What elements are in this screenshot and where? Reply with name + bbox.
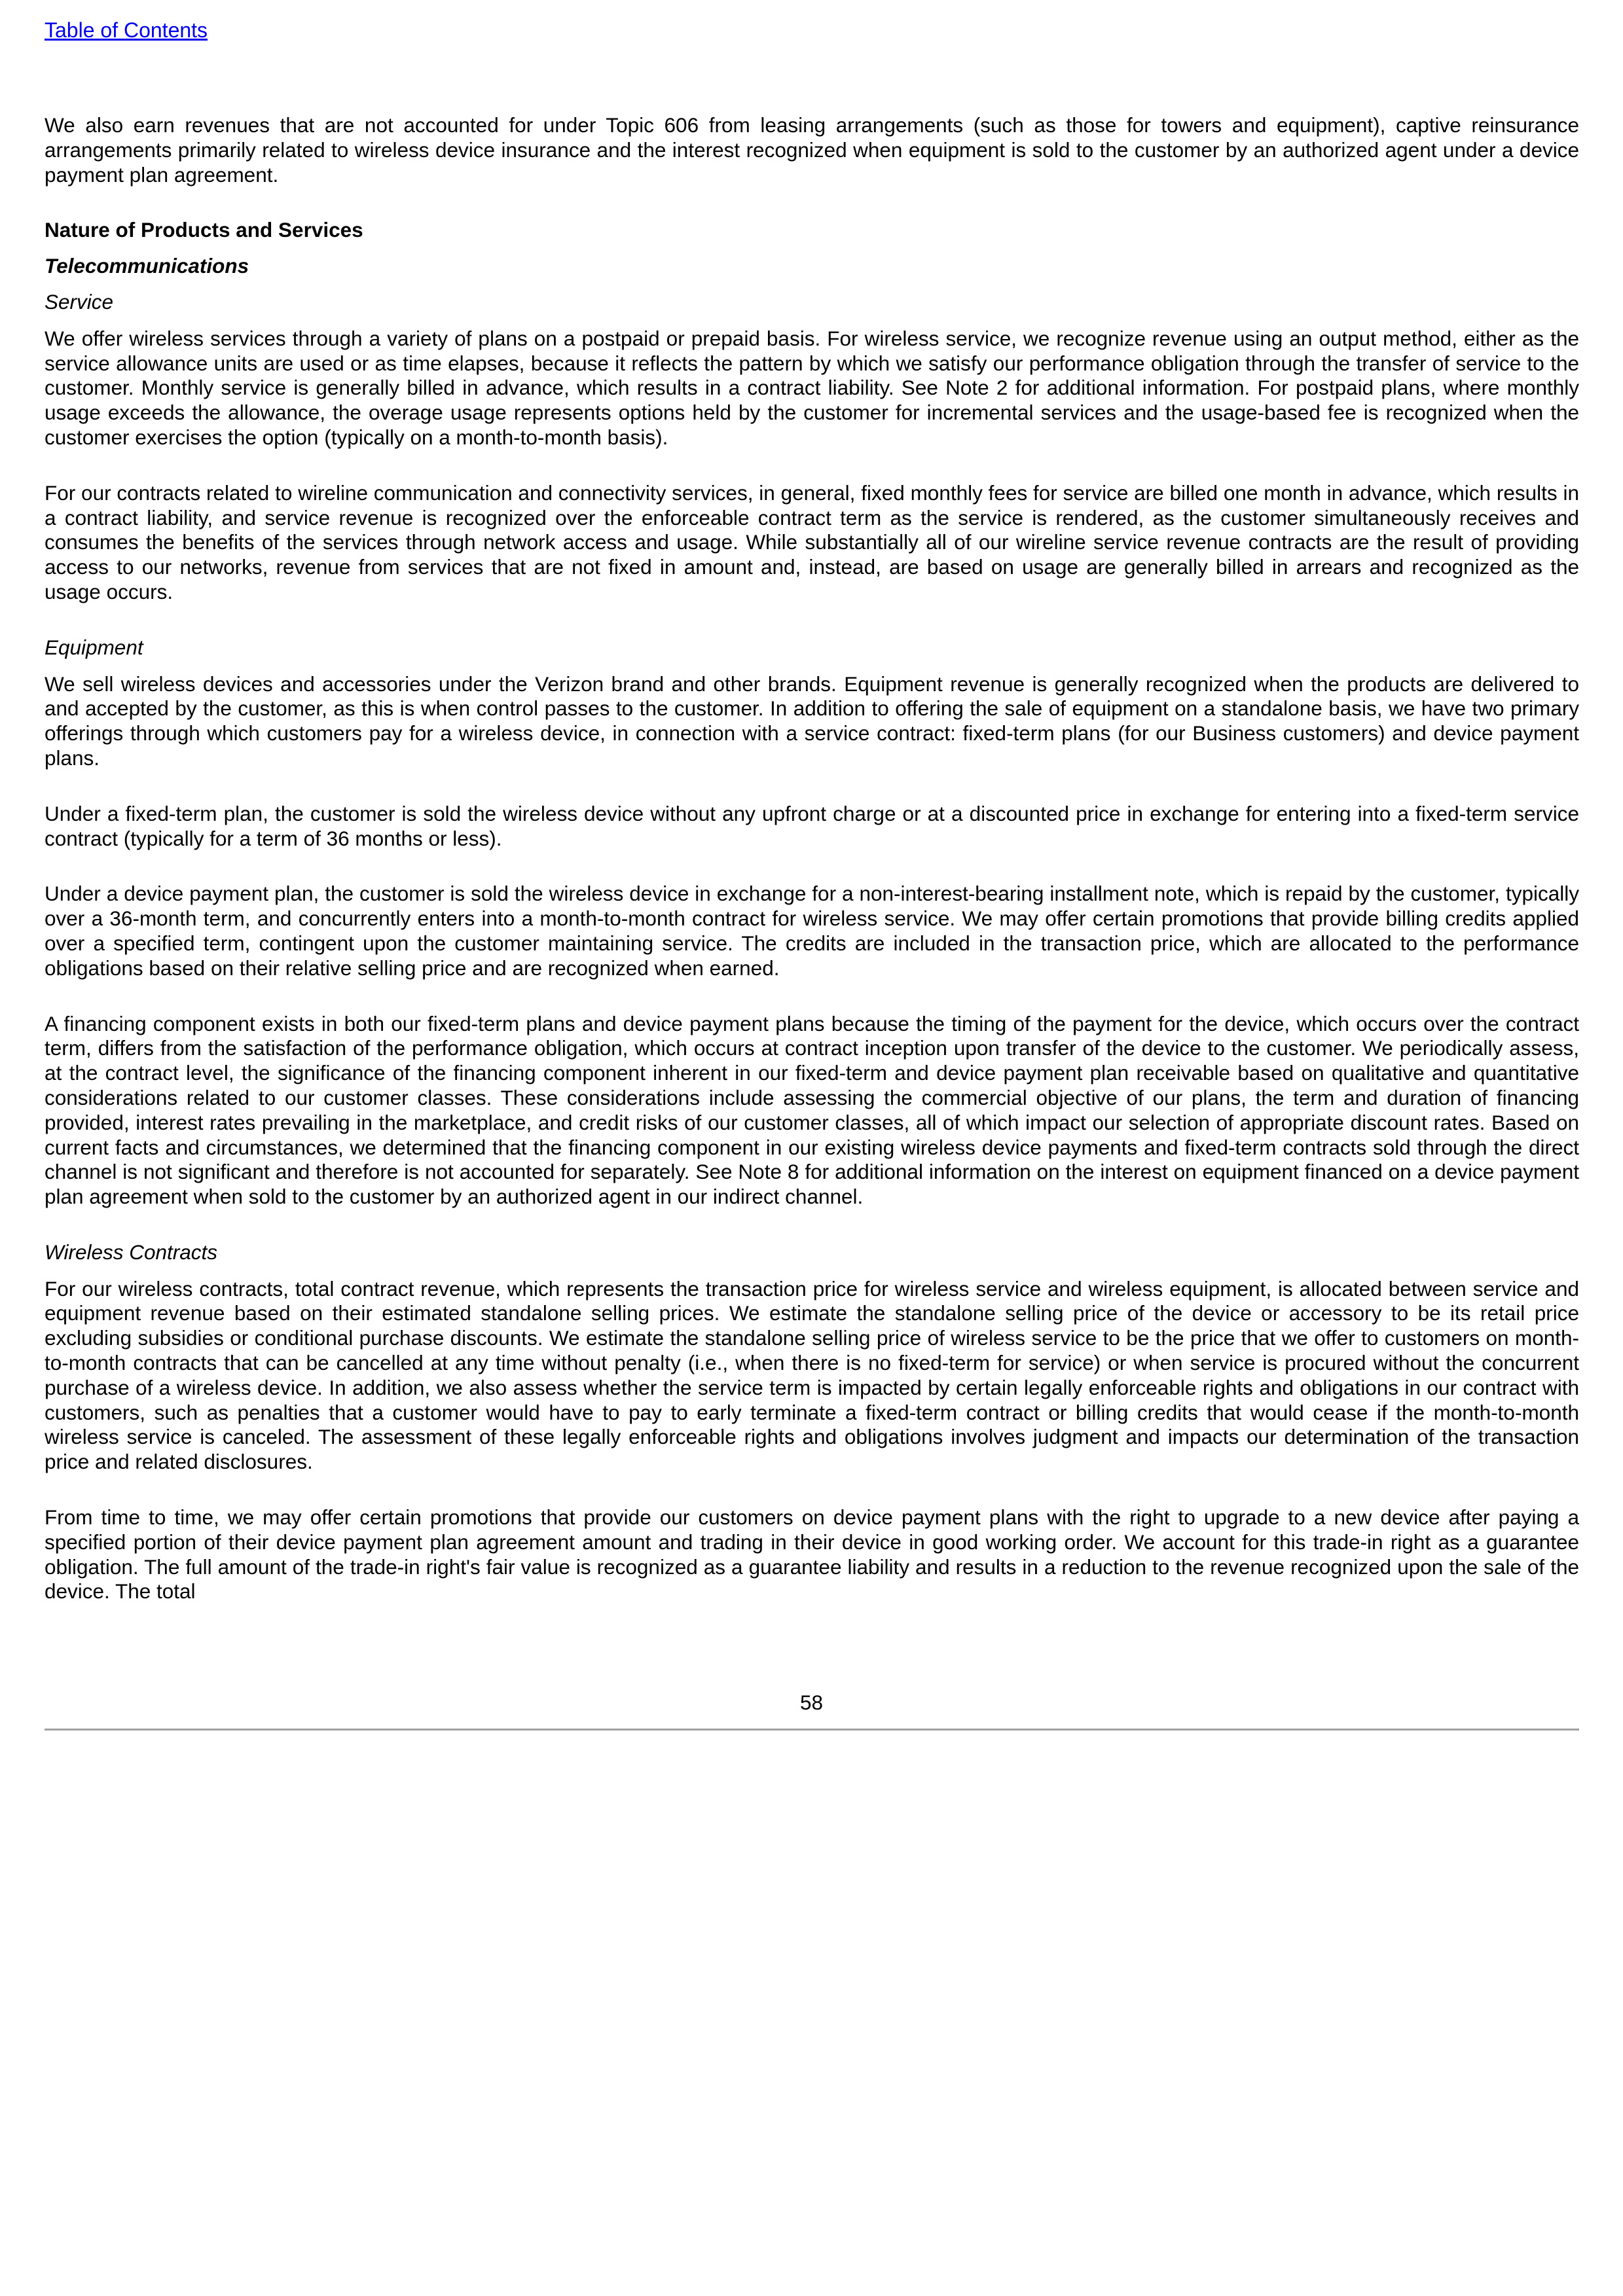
page-number: 58 bbox=[799, 1691, 824, 1714]
footer-divider bbox=[45, 1729, 1579, 1731]
heading-telecommunications: Telecommunications bbox=[45, 254, 249, 278]
paragraph-fixed-term-plan: Under a fixed-term plan, the customer is sold the wireless device without any upfront charge or at a discounted price in exchange for entering into a fixed-term service contract (typically for a term of 36 months or less). bbox=[45, 801, 1579, 850]
heading-equipment: Equipment bbox=[45, 635, 143, 659]
paragraph-leasing-revenues: We also earn revenues that are not accounted for under Topic 606 from leasing arrangements (such as those for towers and equipment), captive reinsurance arrangements primarily related to wireless device insurance and the interest recognized when equipment is sold to the customer by an authorized agent under a device payment plan agreement. bbox=[45, 113, 1579, 187]
heading-wireless-contracts: Wireless Contracts bbox=[45, 1240, 218, 1264]
paragraph-wireless-services: We offer wireless services through a variety of plans on a postpaid or prepaid basis. For wireless service, we recognize revenue using an output method, either as the service allowance units are used or as time elapses, because it reflects the pattern by which we satisfy our performance obligation through the transfer of service to the customer. Monthly service is generally billed in advance, which results in a contract liability. See Note 2 for additional information. For postpaid plans, where monthly usage exceeds the allowance, the overage usage represents options held by the customer for incremental services and the usage-based fee is recognized when the customer exercises the option (typically on a month-to-month basis). bbox=[45, 326, 1579, 449]
heading-service: Service bbox=[45, 289, 114, 314]
document-body bbox=[45, 113, 1579, 1604]
paragraph-trade-in-promotions: From time to time, we may offer certain promotions that provide our customers on device payment plans with the right to upgrade to a new device after paying a specified portion of their device payment plan agreement amount and trading in their device in good working order. We account for this trade-in right as a guarantee obligation. The full amount of the trade-in right's fair value is recognized as a guarantee liability and results in a reduction to the revenue recognized upon the sale of the device. The total bbox=[45, 1505, 1579, 1604]
table-of-contents-link[interactable]: Table of Contents bbox=[45, 18, 208, 42]
heading-nature-of-products: Nature of Products and Services bbox=[45, 218, 363, 242]
paragraph-device-payment-plan: Under a device payment plan, the customer is sold the wireless device in exchange for a non-interest-bearing installment note, which is repaid by the customer, typically over a 36-month term, and concurrently enters into a month-to-month contract for wireless service. We may offer certain promotions that provide billing credits applied over a specified term, contingent upon the customer maintaining service. The credits are included in the transaction price, which are allocated to the performance obligations based on their relative selling price and are recognized when earned. bbox=[45, 882, 1579, 980]
paragraph-wireline-services: For our contracts related to wireline communication and connectivity services, in general, fixed monthly fees for service are billed one month in advance, which results in a contract liability, and service revenue is recognized over the enforceable contract term as the service is rendered, as the customer simultaneously receives and consumes the benefits of the services through network access and usage. While substantially all of our wireline service revenue contracts are the result of providing access to our networks, revenue from services that are not fixed in amount and, instead, are based on usage are generally billed in arrears and recognized as the usage occurs. bbox=[45, 480, 1579, 603]
paragraph-wireless-contracts: For our wireless contracts, total contract revenue, which represents the transaction price for wireless service and wireless equipment, is allocated between service and equipment revenue based on their estimated standalone selling prices. We estimate the standalone selling price of the device or accessory to be its retail price excluding subsidies or conditional purchase discounts. We estimate the standalone selling price of wireless service to be the price that we offer to customers on month-to-month contracts that can be cancelled at any time without penalty (i.e., when there is no fixed-term for service) or when service is procured without the concurrent purchase of a wireless device. In addition, we also assess whether the service term is impacted by certain legally enforceable rights and obligations in our contract with customers, such as penalties that a customer would have to pay to early terminate a fixed-term contract or billing credits that would cease if the month-to-month wireless service is canceled. The assessment of these legally enforceable rights and obligations involves judgment and impacts our determination of the transaction price and related disclosures. bbox=[45, 1276, 1579, 1474]
paragraph-equipment-sales: We sell wireless devices and accessories under the Verizon brand and other brands. Equipment revenue is generally recognized when the products are delivered to and accepted by the customer, as this is when control passes to the customer. In addition to offering the sale of equipment on a standalone basis, we have two primary offerings through which customers pay for a wireless device, in connection with a service contract: fixed-term plans (for our Business customers) and device payment plans. bbox=[45, 672, 1579, 770]
paragraph-financing-component: A financing component exists in both our fixed-term plans and device payment plans because the timing of the payment for the device, which occurs over the contract term, differs from the satisfaction of the performance obligation, which occurs at contract inception upon transfer of the device to the customer. We periodically assess, at the contract level, the significance of the financing component inherent in our fixed-term and device payment plan receivable based on qualitative and quantitative considerations related to our customer classes. These considerations include assessing the commercial objective of our plans, the term and duration of financing provided, interest rates prevailing in the marketplace, and credit risks of our customer classes, all of which impact our selection of appropriate discount rates. Based on current facts and circumstances, we determined that the financing component in our existing wireless device payments and fixed-term contracts sold through the direct channel is not significant and therefore is not accounted for separately. See Note 8 for additional information on the interest on equipment financed on a device payment plan agreement when sold to the customer by an authorized agent in our indirect channel. bbox=[45, 1011, 1579, 1209]
